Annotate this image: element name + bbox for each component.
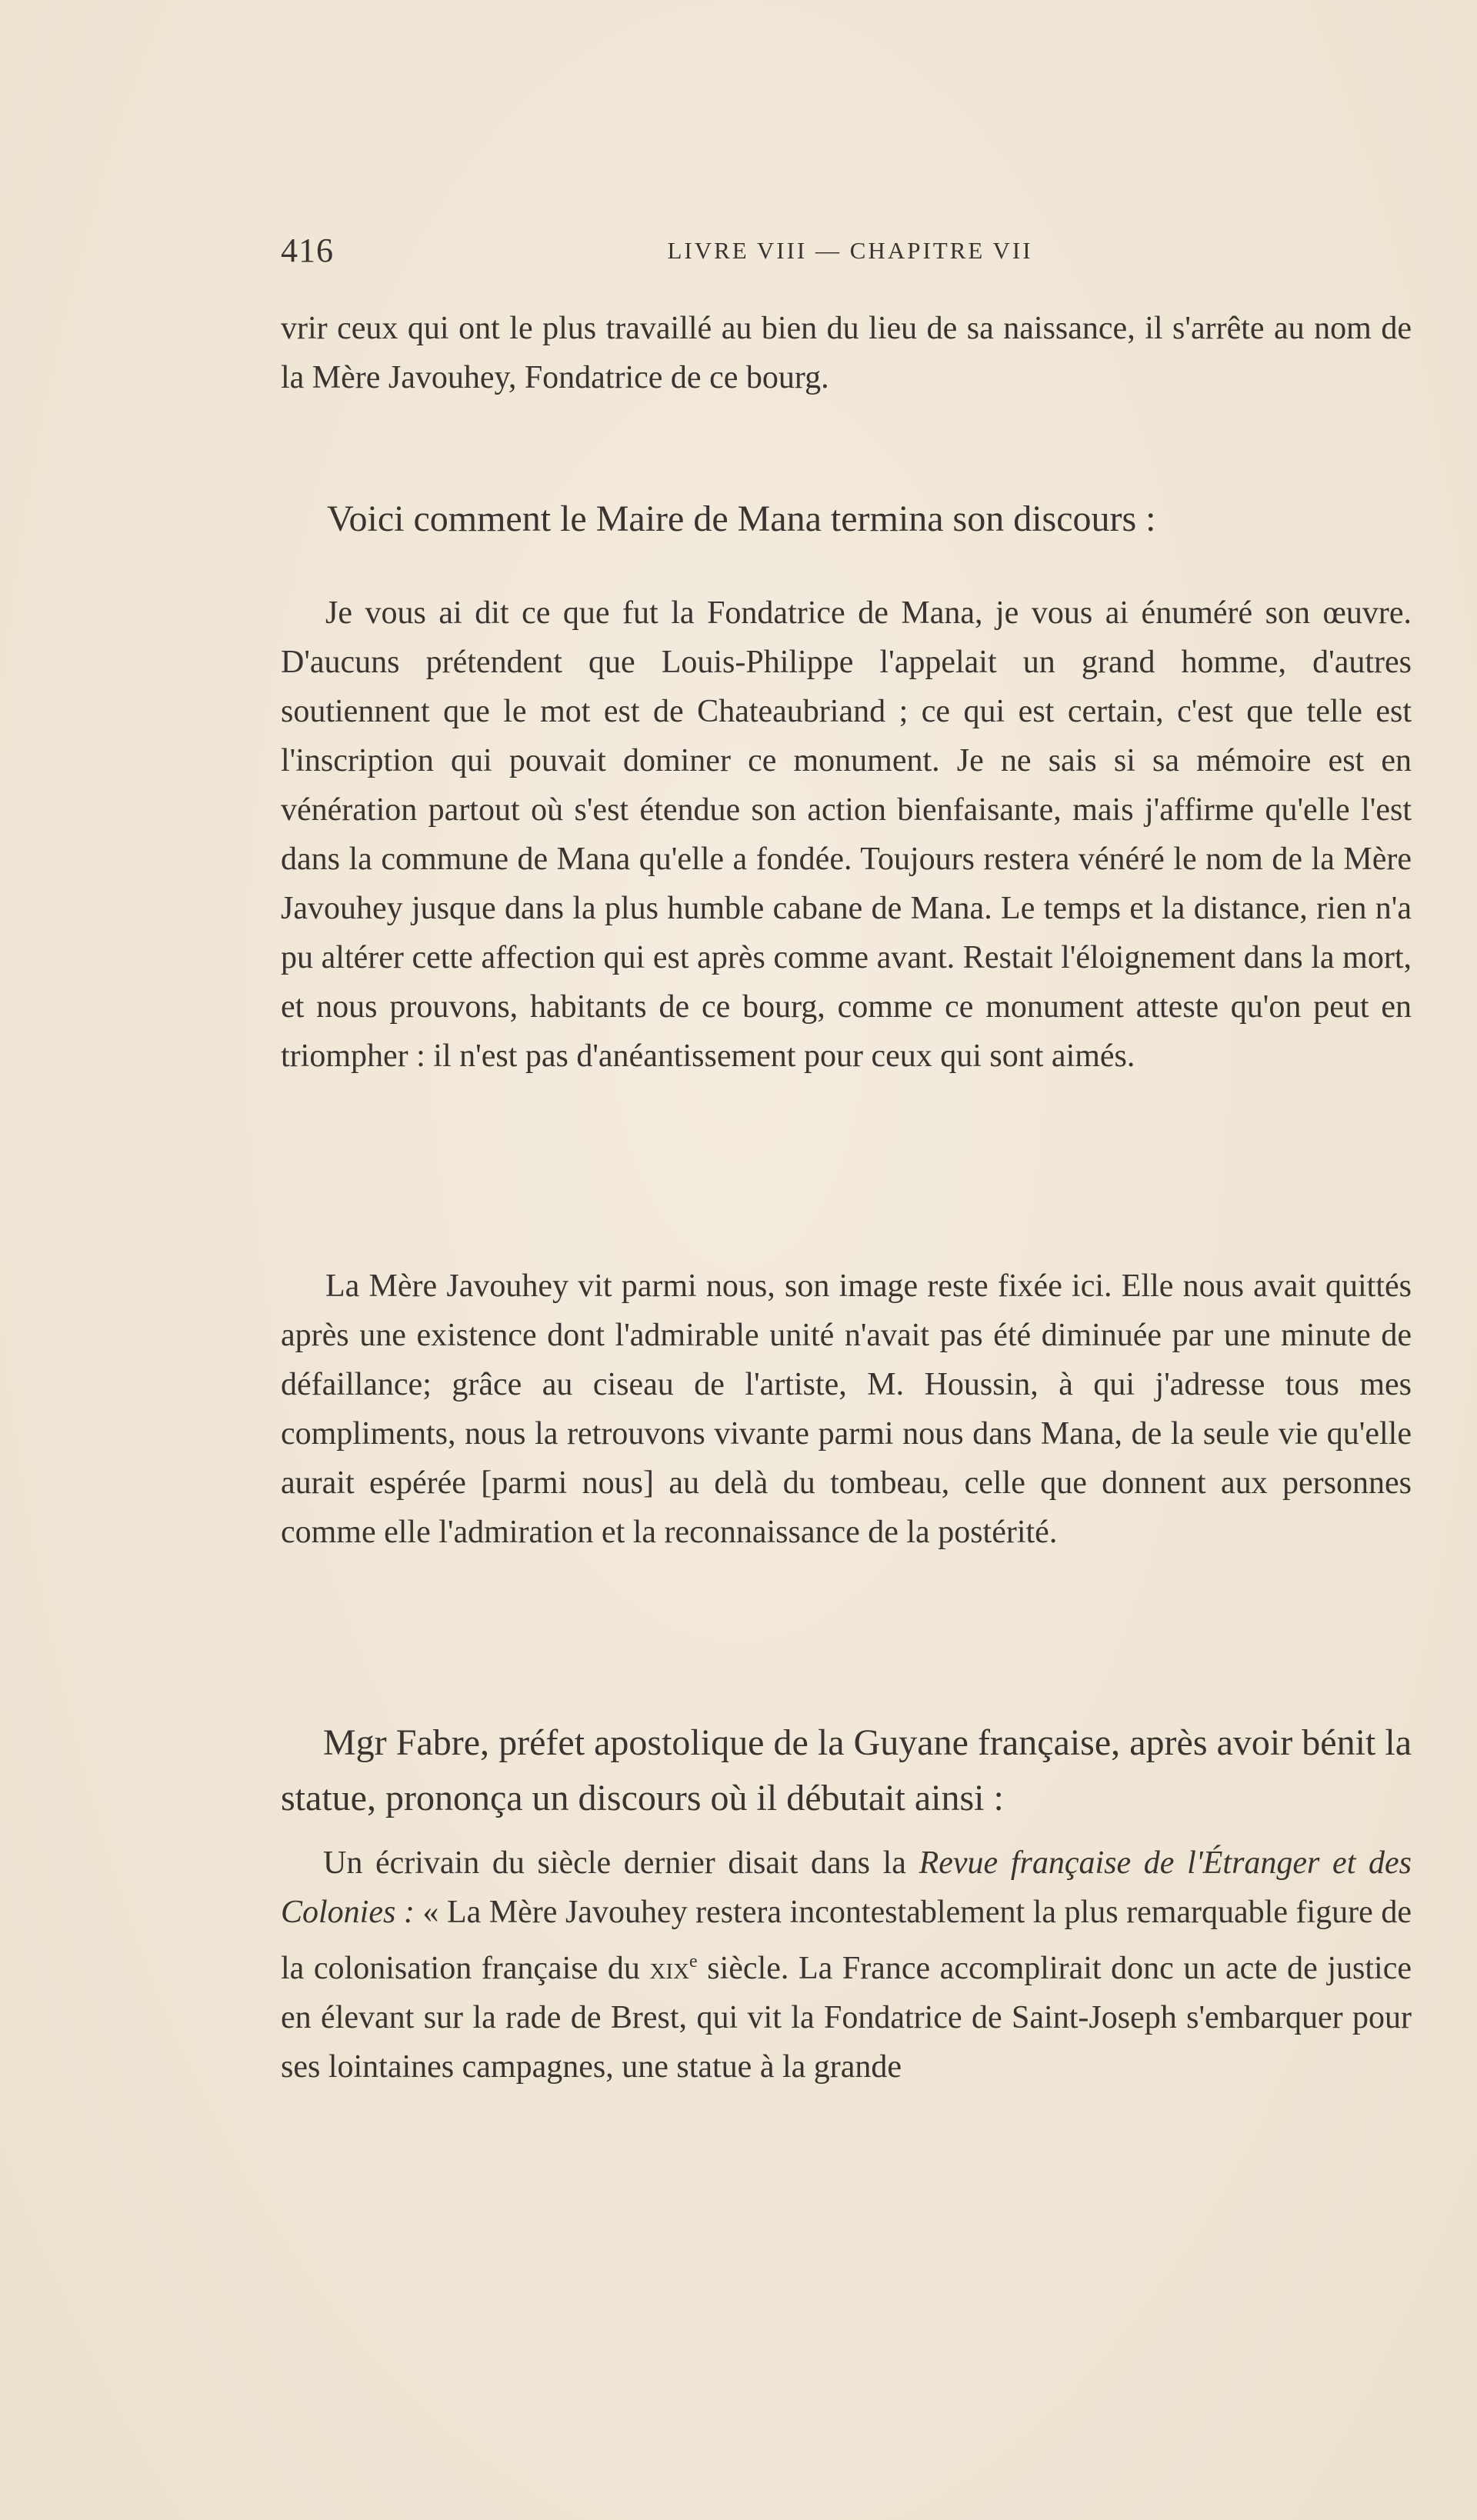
quoted-speech-maire: Je vous ai dit ce que fut la Fondatrice de Mana, je vous ai énuméré son œuvre. D'aucuns prétendent que Louis-Philippe l'appelait un grand homme, d'autres soutiennent que le mot est de Chateaubriand ; ce qui est certain, c'est que telle est l'inscription qui pouvait dominer ce monument. Je ne sais si sa mémoire est en vénération partout où s'est étendue son action bienfaisante, mais j'affirme qu'elle l'est dans la commune de Mana qu'elle a fondée. Toujours restera vénéré le nom de la Mère Javouhey jusque dans la plus humble cabane de Mana. Le temps et la distance, rien n'a pu altérer cette affection qui est après comme avant. Restait l'éloignement dans la mort, et nous prouvons, habitants de ce bourg, comme ce monument atteste qu'on peut en triompher : il n'est pas d'anéantissement pour ceux qui sont aimés. bbox=[281, 595, 1412, 1074]
paragraph-continuation: vrir ceux qui ont le plus travaillé au bien du lieu de sa naissance, il s'arrête au nom de la Mère Javouhey, Fondatrice de ce bourg. bbox=[281, 311, 1412, 395]
paragraph-intro-mgr-fabre: Mgr Fabre, préfet apostolique de la Guyane française, après avoir bénit la statue, prononça un discours où il débutait ainsi : bbox=[281, 1722, 1412, 1818]
journal-title: Revue française de l'Étranger et des Colonies : bbox=[281, 1845, 1412, 1930]
speech-text-c: siècle. La France accomplirait donc un acte de justice en élevant sur la rade de Brest, qui vit la Fondatrice de Saint-Joseph s'embarquer pour ses lointaines campagnes, une statue à la grande bbox=[281, 1951, 1412, 2085]
page-header bbox=[281, 231, 1419, 277]
quoted-speech-mgr-fabre bbox=[281, 1838, 1412, 2092]
paragraph-intro-maire: Voici comment le Maire de Mana termina son discours : bbox=[327, 498, 1156, 539]
century-numeral: xix bbox=[649, 1951, 690, 1986]
century-suffix: e bbox=[689, 1952, 698, 1972]
running-head: LIVRE VIII — CHAPITRE VII bbox=[667, 237, 1033, 264]
quoted-speech-maire-continued: La Mère Javouhey vit parmi nous, son image reste fixée ici. Elle nous avait quittés après une existence dont l'admirable unité n'avait pas été diminuée par une minute de défaillance; grâce au ciseau de l'artiste, M. Houssin, à qui j'adresse tous mes compliments, nous la retrouvons vivante parmi nous dans Mana, de la seule vie qu'elle aurait espérée [parmi nous] au delà du tombeau, celle que donnent aux personnes comme elle l'admiration et la reconnaissance de la postérité. bbox=[281, 1268, 1412, 1550]
page-number: 416 bbox=[281, 232, 334, 269]
speech-text-a: Un écrivain du siècle dernier disait dans la bbox=[323, 1845, 919, 1881]
speech-text-b: « La Mère Javouhey restera incontestablement la plus remarquable figure de la colonisation française du bbox=[281, 1895, 1412, 1986]
